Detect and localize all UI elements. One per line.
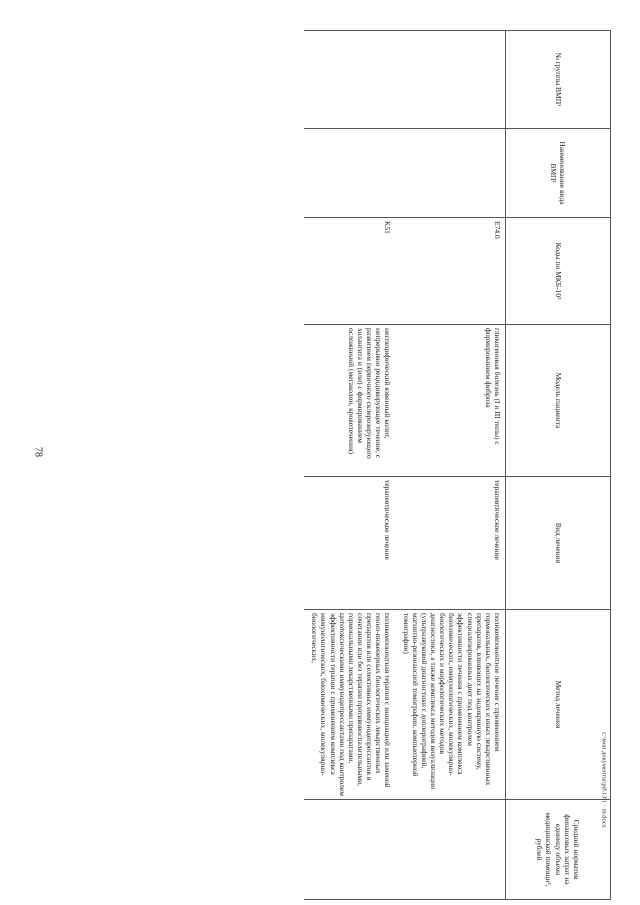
table-row [395,31,505,900]
cell-model: гликогеновая болезнь (I и III типы) с формированием фиброза [395,325,505,477]
cell-method: поликомпонентная терапия с инициацией или заменой генно-инженерных биологических лекарственных препаратов или селективных иммунодепрессантов в сочетании или без терапии противовоспалительными, гормональными лекарственными препаратами, цитотоксическими иммунодепрессантами под контролем эффективности терапии с применением комплекса иммунологических, биохимических, молекулярно-биологических, [304,610,395,800]
cell-name [304,129,395,218]
header-group: № группы ВМП¹ [506,31,611,129]
table-header-row [506,31,611,900]
cell-method: поликомпонентное лечение с применением гормональных, биологических и иных лекарственных препаратов, влияющих на эндокринную систему, специализированных диет под контролем эффективности лечения с применением комплекса биохимических, иммунологических, молекулярно-биологических и морфологических методов диагностики, а также комплекса методов визуализации (ультразвуковой диагностики с доплерографией, магнитно-резонансной томографии, компьютерной томографии) [395,610,505,800]
cell-type: терапевтическое лечение [395,477,505,610]
table-row [304,31,395,900]
header-name: Наименование вида ВМП¹ [506,129,611,218]
page-number: 78 [32,447,44,457]
cell-cost [304,800,395,900]
cell-type: терапевтическое лечение [304,477,395,610]
cell-name [395,129,505,218]
vmp-table [304,30,611,900]
header-type: Вид лечения [506,477,611,610]
cell-codes: K51 [304,218,395,325]
header-model: Модель пациента [506,325,611,477]
header-codes: Коды по МКБ-10² [506,218,611,325]
header-method: Метод лечения [506,610,611,800]
header-cost: Средний норматив финансовых затрат на единицу объема медицинской помощи³, рублей [506,800,611,900]
footer-file-path: c:\мои документы\pd\13\1 - m.docx [600,732,608,828]
cell-group [304,31,395,129]
cell-model: неспецифический язвенный колит, непрерывно рецидивирующее течение, с развитием первичного склерозирующего холангита и (или) с формированием осложнений (мегаколон, кровотечения) [304,325,395,477]
rotated-table-container [91,30,611,887]
cell-codes: E74.0 [395,218,505,325]
cell-cost [395,800,505,900]
cell-group [395,31,505,129]
